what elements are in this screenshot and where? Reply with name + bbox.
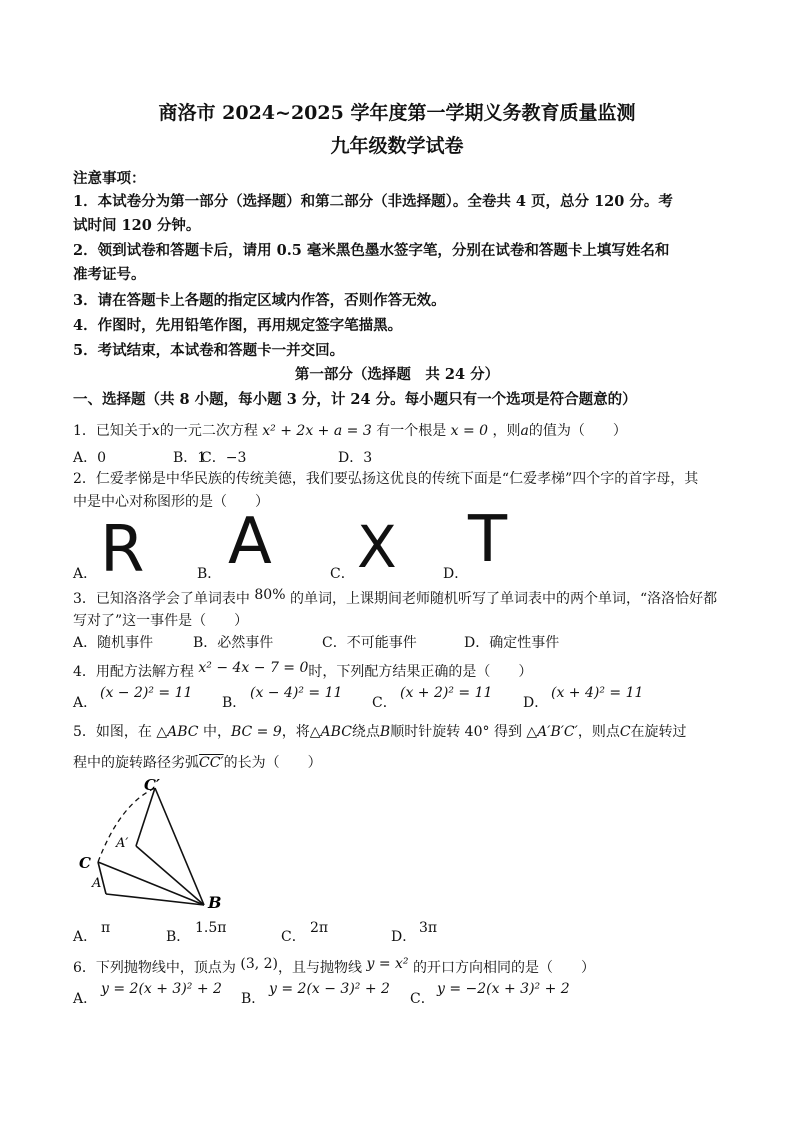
q2-option-b: B． <box>197 566 222 582</box>
segment-c1-a1 <box>136 788 155 846</box>
q2-letter-a: A <box>228 505 272 579</box>
q1-var-a: a <box>520 423 529 439</box>
question-6 <box>73 957 595 977</box>
q1-option-c: C．−3 <box>201 450 247 466</box>
q5-option-a: A． <box>73 929 98 945</box>
part-1-heading: 第一部分（选择题 共 24 分） <box>294 366 500 383</box>
q3-text: 3．已知洛洛学会了单词表中 <box>73 591 250 607</box>
question-3-line-2: 写对了”这一事件是（ ） <box>73 613 249 629</box>
label-a-prime: A′ <box>116 836 129 851</box>
q1-text: 1．已知关于 <box>73 423 152 439</box>
q5-triangle-abc: △ABC <box>156 724 199 740</box>
q5-text: 中， <box>202 724 231 740</box>
q2-letter-x: X <box>357 513 397 581</box>
q4-option-b-eq: (x − 4)² = 11 <box>250 685 343 701</box>
question-4 <box>73 661 532 681</box>
q3-option-b: B．必然事件 <box>193 635 274 651</box>
q5-text: 绕点 <box>351 724 380 740</box>
exam-subtitle: 九年级数学试卷 <box>330 135 464 157</box>
note-2-line-1: 2．领到试卷和答题卡后，请用 0.5 毫米黑色墨水签字笔，分别在试卷和答题卡上填写姓名和 <box>73 242 670 259</box>
q6-vertex: (3, 2) <box>240 956 279 972</box>
q3-option-d: D．确定性事件 <box>464 635 560 651</box>
q3-percent: 80% <box>254 587 286 603</box>
q5-option-d: D． <box>391 929 417 945</box>
exam-title: 商洛市 2024~2025 学年度第一学期义务教育质量监测 <box>158 102 636 124</box>
label-c: C <box>79 854 91 872</box>
note-4: 4．作图时，先用铅笔作图，再用规定签字笔描黑。 <box>73 317 403 334</box>
q5-angle: 40° <box>464 724 490 740</box>
q3-option-c: C．不可能事件 <box>322 635 417 651</box>
q4-option-a: A． <box>73 695 98 711</box>
q1-text: 的一元二次方程 <box>159 423 258 439</box>
q1-equation: x² + 2x + a = 3 <box>262 423 372 439</box>
q3-option-a: A．随机事件 <box>73 635 154 651</box>
q1-var-x: x <box>151 423 160 439</box>
q1-root: x = 0 <box>450 423 489 439</box>
q6-option-c: C． <box>410 991 435 1007</box>
q4-option-c-eq: (x + 2)² = 11 <box>400 685 493 701</box>
q6-text: 的开口方向相同的是（ ） <box>412 960 595 976</box>
q1-option-b: B．1 <box>173 450 207 466</box>
q3-text: 的单词，上课期间老师随机听写了单词表中的两个单词，“洛洛恰好都 <box>289 591 718 607</box>
q4-option-d-eq: (x + 4)² = 11 <box>551 685 644 701</box>
section-1-heading: 一、选择题（共 8 小题，每小题 3 分，计 24 分。每小题只有一个选项是符合题意的） <box>73 391 637 408</box>
label-b: B <box>208 893 222 912</box>
q6-option-a: A． <box>73 991 98 1007</box>
question-5-line-2 <box>73 752 322 772</box>
question-5-line-1 <box>73 721 687 741</box>
note-3: 3．请在答题卡上各题的指定区域内作答，否则作答无效。 <box>73 292 446 309</box>
segment-a1-b <box>136 846 204 905</box>
q5-option-d-value: 3π <box>419 920 438 936</box>
q4-text: 4．用配方法解方程 <box>73 664 194 680</box>
q5-text: 得到 <box>493 724 522 740</box>
q6-option-b-eq: y = 2(x − 3)² + 2 <box>269 981 390 997</box>
q5-option-a-value: π <box>101 920 111 936</box>
q6-parabola: y = x² <box>366 956 409 972</box>
question-3-line-1 <box>73 588 717 608</box>
q6-text: ，且与抛物线 <box>278 960 363 976</box>
q5-option-b-value: 1.5π <box>195 920 227 936</box>
q5-text: 的长为（ ） <box>223 755 322 771</box>
q5-point-b: B <box>379 724 391 740</box>
q2-letter-r: R <box>100 513 145 587</box>
q4-option-a-eq: (x − 2)² = 11 <box>100 685 193 701</box>
q4-text: 时，下列配方结果正确的是（ ） <box>308 664 533 680</box>
note-2-line-2: 准考证号。 <box>73 266 146 283</box>
q5-triangle-abc: △ABC <box>309 724 352 740</box>
q2-option-d: D． <box>443 566 469 582</box>
q5-option-c-value: 2π <box>310 920 329 936</box>
q5-option-b: B． <box>166 929 191 945</box>
note-1-line-1: 1．本试卷分为第一部分（选择题）和第二部分（非选择题）。全卷共 4 页，总分 120 分。考 <box>73 193 673 210</box>
q4-option-b: B． <box>222 695 247 711</box>
rotation-figure <box>70 774 240 914</box>
q5-text: 顺时针旋转 <box>390 724 461 740</box>
q5-option-c: C． <box>281 929 306 945</box>
q6-option-b: B． <box>241 991 266 1007</box>
question-2-line-1: 2．仁爱孝悌是中华民族的传统美德，我们要弘扬这优良的传统下面是“仁爱孝梯”四个字的首字母，其 <box>73 471 699 487</box>
note-1-line-2: 试时间 120 分钟。 <box>73 217 201 234</box>
q5-text: 在旋转过 <box>630 724 687 740</box>
q5-text: 5．如图，在 <box>73 724 152 740</box>
q6-text: 6．下列抛物线中，顶点为 <box>73 960 236 976</box>
q4-equation: x² − 4x − 7 = 0 <box>198 660 309 676</box>
q5-point-c: C <box>619 724 631 740</box>
q5-arc-cc: CC′ <box>199 755 224 771</box>
q2-option-c: C． <box>330 566 355 582</box>
q5-bc-length: BC = 9 <box>230 724 282 740</box>
label-a: A <box>92 876 102 891</box>
q1-text: ，则 <box>492 423 521 439</box>
note-5: 5．考试结束，本试卷和答题卡一并交回。 <box>73 342 345 359</box>
q6-option-a-eq: y = 2(x + 3)² + 2 <box>101 981 222 997</box>
notes-heading: 注意事项： <box>73 170 146 187</box>
q1-option-d: D．3 <box>338 450 373 466</box>
q2-option-a: A． <box>73 566 98 582</box>
question-2-line-2: 中是中心对称图形的是（ ） <box>73 494 269 510</box>
q2-letter-t: T <box>468 503 508 577</box>
q4-option-d: D． <box>523 695 549 711</box>
q5-text: 程中的旋转路径劣弧 <box>73 755 199 771</box>
q1-option-a: A．0 <box>73 450 107 466</box>
q4-option-c: C． <box>372 695 397 711</box>
q5-triangle-rotated: △A′B′C′ <box>526 724 578 740</box>
q1-text: 的值为（ ） <box>528 423 627 439</box>
question-1 <box>73 420 627 440</box>
q5-text: ，将 <box>281 724 310 740</box>
q5-text: ，则点 <box>577 724 620 740</box>
q6-option-c-eq: y = −2(x + 3)² + 2 <box>437 981 570 997</box>
label-c-prime: C′ <box>144 776 160 794</box>
q1-text: 有一个根是 <box>376 423 447 439</box>
